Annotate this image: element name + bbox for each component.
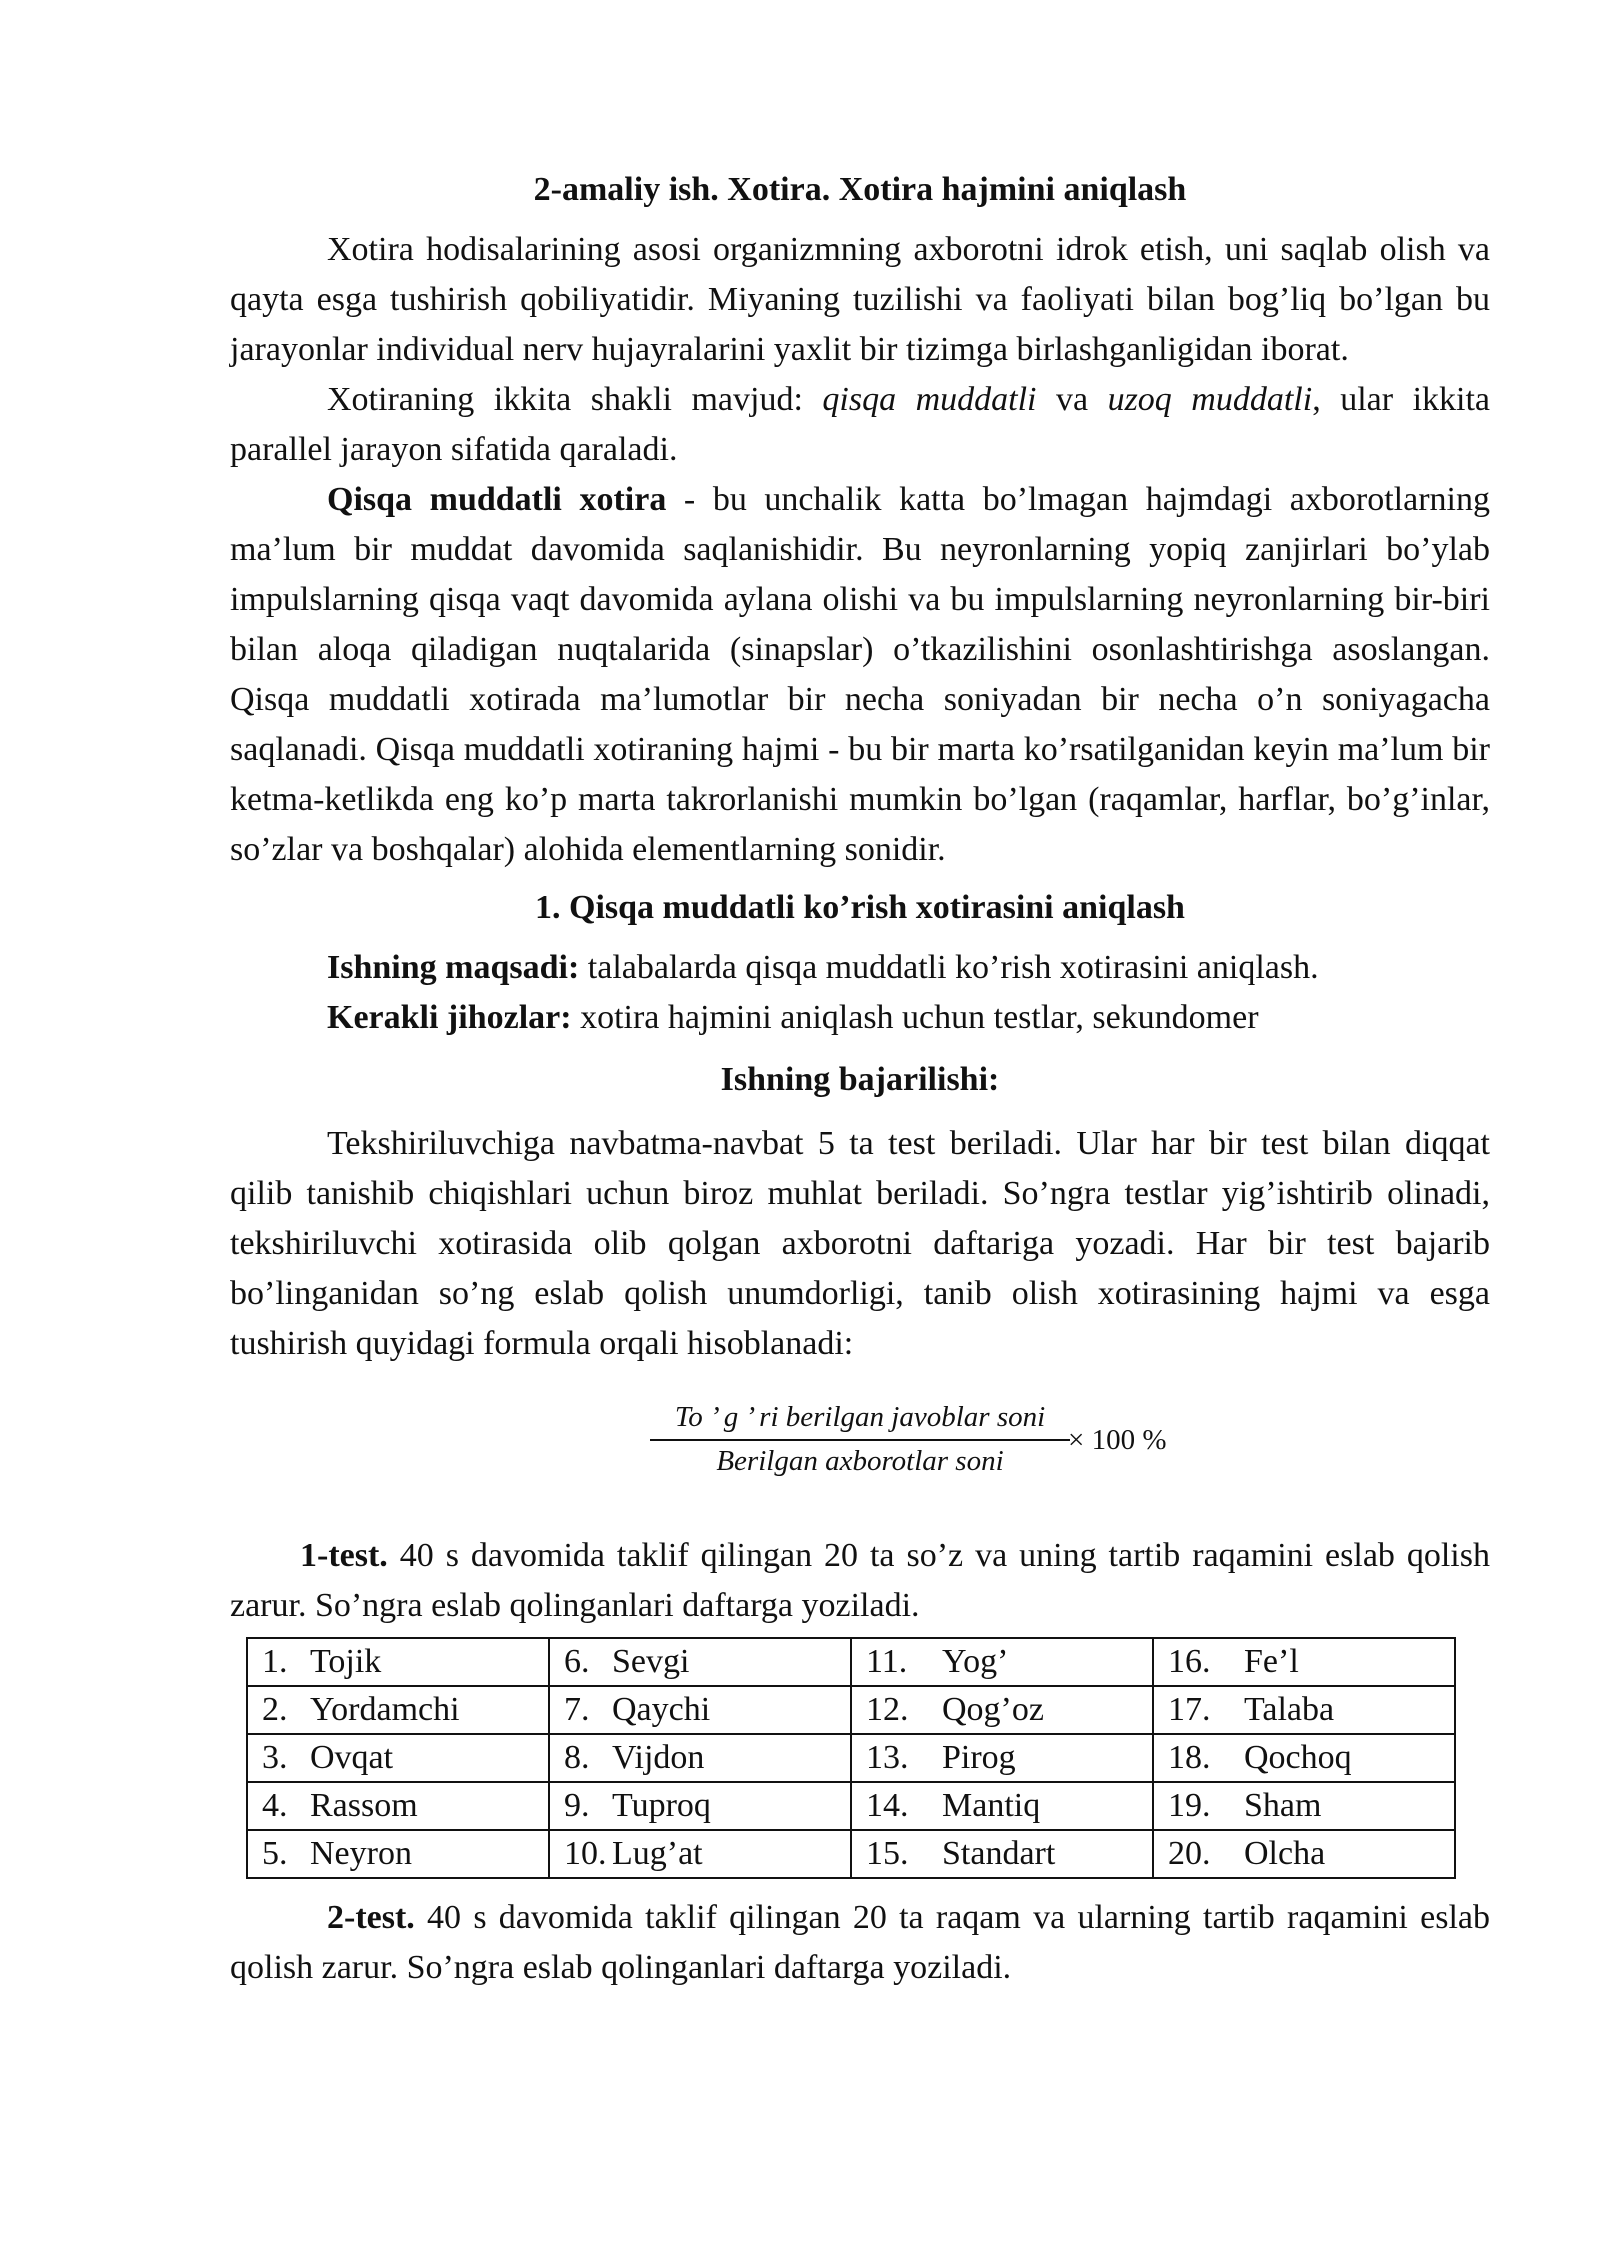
word-text: Sham xyxy=(1244,1787,1322,1824)
table-cell xyxy=(549,1830,851,1878)
test1-label: 1-test. xyxy=(300,1537,388,1574)
procedure-heading: Ishning bajarilishi: xyxy=(720,1061,1000,1098)
table-cell xyxy=(549,1782,851,1830)
table-row xyxy=(247,1638,1455,1686)
word-text: Neyron xyxy=(310,1835,412,1872)
word-text: Qog’oz xyxy=(942,1691,1044,1728)
word-number: 3. xyxy=(262,1739,288,1776)
word-text: Tuproq xyxy=(612,1787,711,1824)
memory-forms-paragraph xyxy=(230,375,1490,475)
word-number: 2. xyxy=(262,1691,288,1728)
equipment-text: xotira hajmini aniqlash uchun testlar, sekundomer xyxy=(571,999,1259,1036)
section-title: 1. Qisqa muddatli ko’rish xotirasini aniqlash xyxy=(535,889,1185,926)
word-text: Sevgi xyxy=(612,1643,690,1680)
table-cell xyxy=(247,1734,549,1782)
word-number: 11. xyxy=(866,1643,908,1680)
word-text: Vijdon xyxy=(612,1739,705,1776)
word-number: 13. xyxy=(866,1739,909,1776)
word-text: Pirog xyxy=(942,1739,1016,1776)
word-text: Talaba xyxy=(1244,1691,1335,1728)
word-text: Tojik xyxy=(310,1643,382,1680)
word-text: Ovqat xyxy=(310,1739,394,1776)
word-number: 10. xyxy=(564,1835,607,1872)
formula-fraction xyxy=(650,1397,1070,1481)
table-cell xyxy=(851,1830,1153,1878)
table-cell xyxy=(1153,1638,1455,1686)
goal-label: Ishning maqsadi: xyxy=(327,949,580,986)
word-number: 1. xyxy=(262,1643,288,1680)
word-number: 15. xyxy=(866,1835,909,1872)
word-text: Standart xyxy=(942,1835,1056,1872)
table-row xyxy=(247,1830,1455,1878)
test2-paragraph xyxy=(230,1893,1490,1993)
table-cell xyxy=(549,1734,851,1782)
table-cell xyxy=(247,1686,549,1734)
word-number: 14. xyxy=(866,1787,909,1824)
table-cell xyxy=(851,1686,1153,1734)
word-text: Fe’l xyxy=(1244,1643,1299,1680)
word-number: 12. xyxy=(866,1691,909,1728)
words-table-body xyxy=(247,1638,1455,1878)
word-text: Olcha xyxy=(1244,1835,1326,1872)
word-number: 5. xyxy=(262,1835,288,1872)
table-cell xyxy=(549,1638,851,1686)
table-cell xyxy=(247,1830,549,1878)
word-number: 16. xyxy=(1168,1643,1211,1680)
forms-term-long: uzoq muddatli xyxy=(1107,381,1313,418)
table-cell xyxy=(549,1686,851,1734)
test1-paragraph xyxy=(230,1531,1490,1631)
table-row xyxy=(247,1686,1455,1734)
short-term-paragraph xyxy=(230,475,1490,875)
words-table xyxy=(246,1637,1456,1879)
table-cell xyxy=(1153,1830,1455,1878)
test2-text: 40 s davomida taklif qilingan 20 ta raqam va ularning tartib raqamini eslab qolish zarur. So’ngra eslab qolinganlari daftarga yoziladi. xyxy=(230,1899,1490,1986)
word-text: Yordamchi xyxy=(310,1691,460,1728)
equipment-label: Kerakli jihozlar: xyxy=(327,999,572,1036)
forms-text-after: , ular ikkita parallel jarayon sifatida qaraladi. xyxy=(230,381,1491,468)
word-text: Qochoq xyxy=(1244,1739,1352,1776)
test1-text: 40 s davomida taklif qilingan 20 ta so’z va uning tartib raqamini eslab qolish zarur. So’ngra eslab qolinganlari daftarga yoziladi. xyxy=(230,1537,1490,1624)
word-text: Rassom xyxy=(310,1787,418,1824)
short-term-text: - bu unchalik katta bo’lmagan hajmdagi axborotlarning ma’lum bir muddat davomida saqlanishidir. Bu neyronlarning yopiq zanjirlari bo’ylab impulslarning qisqa vaqt davomida aylana olishi va bu impulslarning neyronlarning bir-biri bilan aloqa qiladigan nuqtalarida (sinapslar) o’tkazilishini osonlashtirishga asoslangan. Qisqa muddatli xotirada ma’lumotlar bir necha soniyadan bir necha o’n soniyagacha saqlanadi. Qisqa muddatli xotiraning hajmi - bu bir marta ko’rsatilganidan keyin ma’lum bir ketma-ketlikda eng ko’p marta takrorlanishi mumkin bo’lgan (raqamlar, harflar, bo’g’inlar, so’zlar va boshqalar) alohida elementlarning sonidir. xyxy=(230,481,1490,868)
word-text: Lug’at xyxy=(612,1835,703,1872)
forms-term-short: qisqa muddatli xyxy=(822,381,1037,418)
goal-text: talabalarda qisqa muddatli ko’rish xotirasini aniqlash. xyxy=(579,949,1319,986)
word-text: Qaychi xyxy=(612,1691,711,1728)
word-text: Yog’ xyxy=(942,1643,1009,1680)
table-cell xyxy=(851,1734,1153,1782)
word-number: 18. xyxy=(1168,1739,1211,1776)
formula-denominator: Berilgan axborotlar soni xyxy=(716,1445,1004,1477)
table-cell xyxy=(851,1782,1153,1830)
word-text: Mantiq xyxy=(942,1787,1041,1824)
word-number: 17. xyxy=(1168,1691,1211,1728)
test2-label: 2-test. xyxy=(327,1899,415,1936)
table-row xyxy=(247,1782,1455,1830)
table-cell xyxy=(851,1638,1153,1686)
table-cell xyxy=(1153,1782,1455,1830)
short-term-label: Qisqa muddatli xotira xyxy=(327,481,667,518)
word-number: 4. xyxy=(262,1787,288,1824)
word-number: 8. xyxy=(564,1739,590,1776)
formula-numerator: To ’ g ’ ri berilgan javoblar soni xyxy=(650,1397,1070,1441)
formula-multiplier: × 100 % xyxy=(1068,1424,1167,1456)
word-number: 20. xyxy=(1168,1835,1211,1872)
table-row xyxy=(247,1734,1455,1782)
procedure-paragraph: Tekshiriluvchiga navbatma-navbat 5 ta test beriladi. Ular har bir test bilan diqqat qilib tanishib chiqishlari uchun biroz muhlat beriladi. So’ngra testlar yig’ishtirib olinadi, tekshiriluvchi xotirasida olib qolgan axborotni daftariga yozadi. Har bir test bajarib bo’linganidan so’ng eslab qolish unumdorligi, tanib olish xotirasining hajmi va esga tushirish quyidagi formula orqali hisoblanadi: xyxy=(230,1125,1490,1362)
word-number: 7. xyxy=(564,1691,590,1728)
intro-paragraph: Xotira hodisalarining asosi organizmning axborotni idrok etish, uni saqlab olish va qayta esga tushirish qobiliyatidir. Miyaning tuzilishi va faoliyati bilan bog’liq bo’lgan bu jarayonlar individual nerv hujayralarini yaxlit bir tizimga birlashganligidan iborat. xyxy=(230,231,1490,368)
table-cell xyxy=(1153,1734,1455,1782)
formula xyxy=(230,1397,1490,1517)
goal-line xyxy=(230,943,1490,993)
page-title: 2-amaliy ish. Xotira. Xotira hajmini aniqlash xyxy=(533,171,1187,208)
table-cell xyxy=(1153,1686,1455,1734)
forms-text-middle: va xyxy=(1036,381,1108,418)
word-number: 19. xyxy=(1168,1787,1211,1824)
forms-text-before: Xotiraning ikkita shakli mavjud: xyxy=(327,381,823,418)
equipment-line xyxy=(230,993,1490,1043)
word-number: 9. xyxy=(564,1787,590,1824)
word-number: 6. xyxy=(564,1643,590,1680)
document-body xyxy=(230,165,1490,1993)
table-cell xyxy=(247,1638,549,1686)
table-cell xyxy=(247,1782,549,1830)
